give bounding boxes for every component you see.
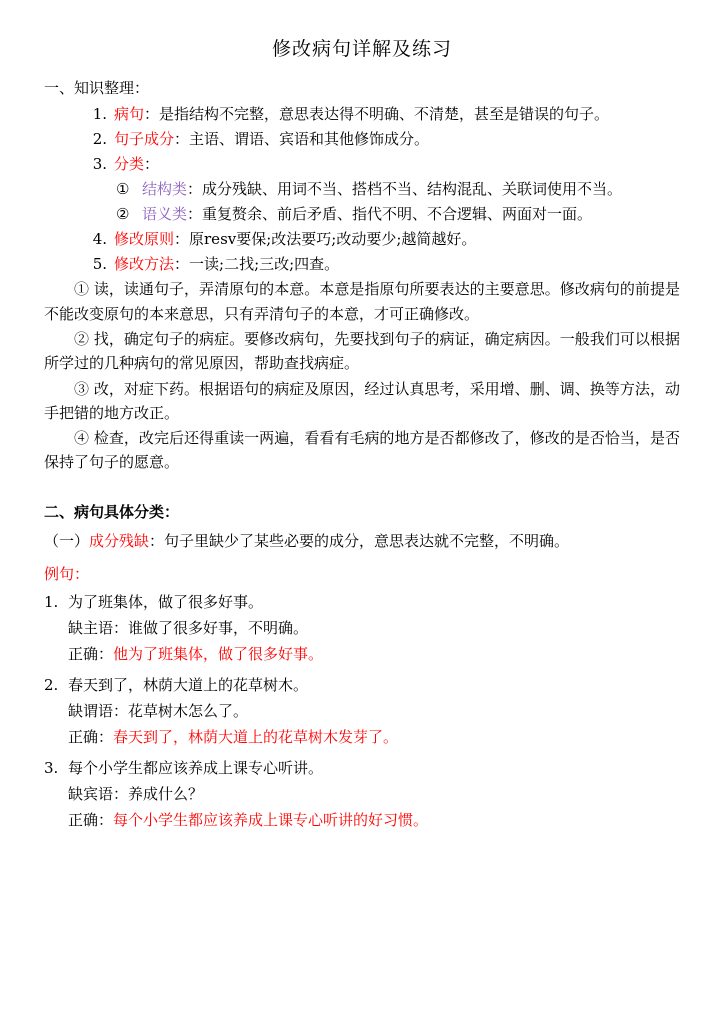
- example-sentence: 为了班集体，做了很多好事。: [68, 592, 264, 611]
- term-label: 修改方法: [114, 255, 175, 274]
- example-correct-row: [68, 725, 680, 749]
- example-number: 3.: [44, 758, 59, 777]
- list-item: [44, 102, 680, 126]
- category-prefix: （一）: [44, 531, 90, 550]
- correct-label: 正确：: [68, 810, 114, 829]
- sub-list-item-body: [142, 202, 680, 226]
- method-paragraph: ④ 检查，改完后还得重读一两遍，看看有毛病的地方是否都修改了，修改的是否恰当，是否保持了句子的愿意。: [44, 429, 680, 472]
- issue-label: 缺主语：: [68, 618, 129, 637]
- example-issue-row: [68, 699, 680, 723]
- example-issue-row: [68, 782, 680, 806]
- term-label: 修改原则: [114, 230, 175, 249]
- category-desc: ：句子里缺少了某些必要的成分，意思表达就不完整，不明确。: [149, 531, 570, 550]
- issue-text: 养成什么？: [128, 784, 204, 803]
- list-marker: ①: [116, 180, 130, 199]
- example-sentence: 春天到了，林荫大道上的花草树木。: [68, 675, 309, 694]
- example-label: 例句：: [44, 564, 90, 583]
- category-line: [44, 529, 680, 553]
- list-number: 2.: [92, 130, 107, 149]
- spacer: [44, 553, 680, 562]
- method-paragraph: ② 找，确定句子的病症。要修改病句，先要找到句子的病证，确定病因。一般我们可以根据所学过的几种病句的常见原因，帮助查找病症。: [44, 329, 680, 373]
- section-spacer: [44, 476, 680, 494]
- example-number: 1.: [44, 592, 59, 611]
- correct-text: 他为了班集体，做了很多好事。: [113, 644, 324, 663]
- example-sentence-row: [44, 590, 680, 614]
- list-item: [44, 252, 680, 276]
- example-block: [44, 756, 680, 832]
- section-heading-knowledge: 一、知识整理：: [44, 79, 150, 98]
- list-item-body: [114, 102, 680, 126]
- correct-label: 正确：: [68, 644, 114, 663]
- term-text: ：一读;二找;三改;四查。: [174, 255, 340, 274]
- example-sentence-row: [44, 756, 680, 780]
- method-paragraph: ③ 改，对症下药。根据语句的病症及原因，经过认真思考，采用增、删、调、换等方法，动手把错的地方改正。: [44, 379, 680, 422]
- list-number: 3.: [92, 155, 107, 174]
- issue-label: 缺谓语：: [68, 701, 129, 720]
- list-item: [44, 152, 680, 176]
- list-number: 1.: [92, 105, 107, 124]
- issue-label: 缺宾语：: [68, 784, 129, 803]
- method-paragraph: ① 读，读通句子，弄清原句的本意。本意是指原句所要表达的主要意思。修改病句的前提是不能改变原句的本来意思，只有弄清句子的本意，才可正确修改。: [44, 280, 680, 323]
- example-issue-row: [68, 616, 680, 640]
- issue-text: 花草树木怎么了。: [128, 701, 249, 720]
- term-label: 结构类: [142, 180, 188, 199]
- example-sentence-row: [44, 673, 680, 697]
- correct-label: 正确：: [68, 727, 114, 746]
- list-item-body: [114, 127, 680, 151]
- sub-list-item-body: [142, 177, 680, 201]
- term-text: ：是指结构不完整，意思表达得不明确、不清楚，甚至是错误的句子。: [144, 105, 610, 124]
- example-correct-row: [68, 808, 680, 832]
- sub-list-item: [44, 177, 680, 201]
- term-text: ：主语、谓语、宾语和其他修饰成分。: [174, 130, 430, 149]
- methods-block: [44, 277, 680, 474]
- term-label: 分类: [114, 155, 145, 174]
- section-heading-categories: 二、病句具体分类：: [44, 502, 180, 521]
- term-text: ：重复赘余、前后矛盾、指代不明、不合逻辑、两面对一面。: [187, 205, 593, 224]
- term-label: 语义类: [142, 205, 188, 224]
- term-text: ：: [144, 155, 160, 174]
- list-number: 4.: [92, 230, 107, 249]
- term-text: ：原resv要保;改法要巧;改动要少;越简越好。: [174, 230, 477, 249]
- list-marker: ②: [116, 205, 130, 224]
- page-title: 修改病句详解及练习: [271, 38, 452, 60]
- term-text: ：成分残缺、用词不当、搭档不当、结构混乱、关联词使用不当。: [187, 180, 623, 199]
- knowledge-list: [44, 102, 680, 276]
- example-correct-row: [68, 642, 680, 666]
- list-item-body: [114, 152, 680, 176]
- sub-list-item: [44, 202, 680, 226]
- example-block: [44, 673, 680, 749]
- spacer: [44, 666, 680, 669]
- list-item-body: [114, 227, 680, 251]
- list-item: [44, 227, 680, 251]
- list-item: [44, 127, 680, 151]
- example-number: 2.: [44, 675, 59, 694]
- list-item-body: [114, 252, 680, 276]
- correct-text: 春天到了，林荫大道上的花草树木发芽了。: [113, 727, 399, 746]
- example-block: [44, 590, 680, 666]
- list-number: 5.: [92, 255, 107, 274]
- term-label: 句子成分: [114, 130, 175, 149]
- spacer: [44, 749, 680, 752]
- correct-text: 每个小学生都应该养成上课专心听讲的好习惯。: [113, 810, 429, 829]
- issue-text: 谁做了很多好事，不明确。: [128, 618, 309, 637]
- example-sentence: 每个小学生都应该养成上课专心听讲。: [68, 758, 324, 777]
- category-name: 成分残缺: [89, 531, 150, 550]
- term-label: 病句: [114, 105, 145, 124]
- examples-list: [44, 590, 680, 832]
